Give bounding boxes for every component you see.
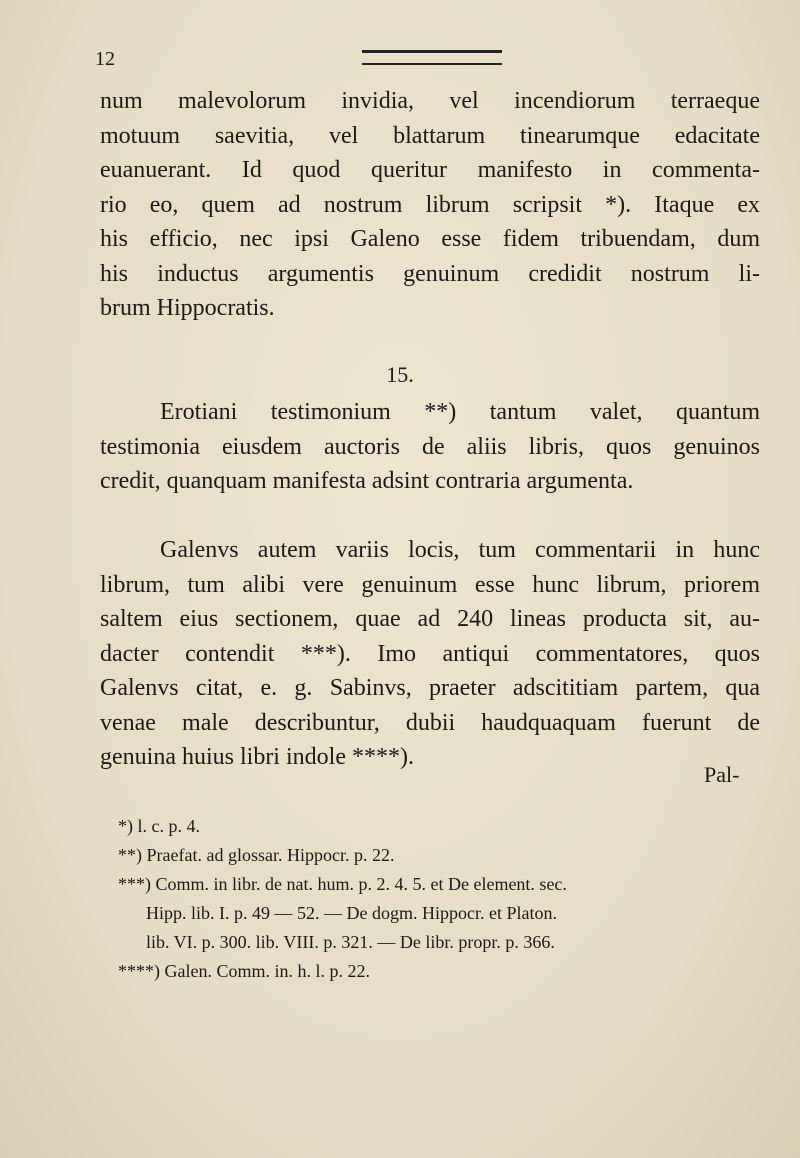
section-number: 15. [386,362,414,387]
text-line: Galenvs autem variis locis, tum commentarii in hunc [160,537,760,563]
text-line: genuina huius libri indole ****). [100,744,414,770]
footnote-continuation: Hipp. lib. I. p. 49 — 52. — De dogm. Hippocr. et Platon. [146,903,557,923]
text-line: Galenvs citat, e. g. Sabinvs, praeter adscititiam partem, qua [100,675,760,701]
paragraph-3 [100,533,760,775]
page-number: 12 [95,48,115,70]
footnote: ***) Comm. in libr. de nat. hum. p. 2. 4. 5. et De element. sec. [118,874,567,894]
paragraph-1 [100,84,760,326]
text-line: brum Hippocratis. [100,295,275,321]
text-line: motuum saevitia, vel blattarum tinearumque edacitate [100,122,760,149]
text-line: saltem eius sectionem, quae ad 240 lineas producta sit, au- [100,606,760,632]
text-line: venae male describuntur, dubii haudquaquam fuerunt de [100,709,760,736]
header-rule [362,50,502,65]
text-line: rio eo, quem ad nostrum librum scripsit *). Itaque ex [100,191,760,218]
paragraph-2 [100,395,760,499]
text-line: euanuerant. Id quod queritur manifesto in commenta- [100,157,760,183]
footnote-continuation: lib. VI. p. 300. lib. VIII. p. 321. — De libr. propr. p. 366. [146,932,555,952]
text-line: dacter contendit ***). Imo antiqui commentatores, quos [100,640,760,667]
footnote: **) Praefat. ad glossar. Hippocr. p. 22. [118,845,395,865]
text-line: his inductus argumentis genuinum credidit nostrum li- [100,260,760,287]
text-line: num malevolorum invidia, vel incendiorum terraeque [100,88,760,114]
text-line: his efficio, nec ipsi Galeno esse fidem tribuendam, dum [100,226,760,252]
footnote: *) l. c. p. 4. [118,816,200,836]
catchword: Pal- [704,762,740,787]
footnote: ****) Galen. Comm. in. h. l. p. 22. [118,961,370,981]
text-line: credit, quanquam manifesta adsint contraria argumenta. [100,468,634,494]
text-line: testimonia eiusdem auctoris de aliis libris, quos genuinos [100,433,760,460]
text-line: librum, tum alibi vere genuinum esse hunc librum, priorem [100,571,760,598]
text-line: Erotiani testimonium **) tantum valet, quantum [160,399,760,425]
footnotes [118,812,778,986]
